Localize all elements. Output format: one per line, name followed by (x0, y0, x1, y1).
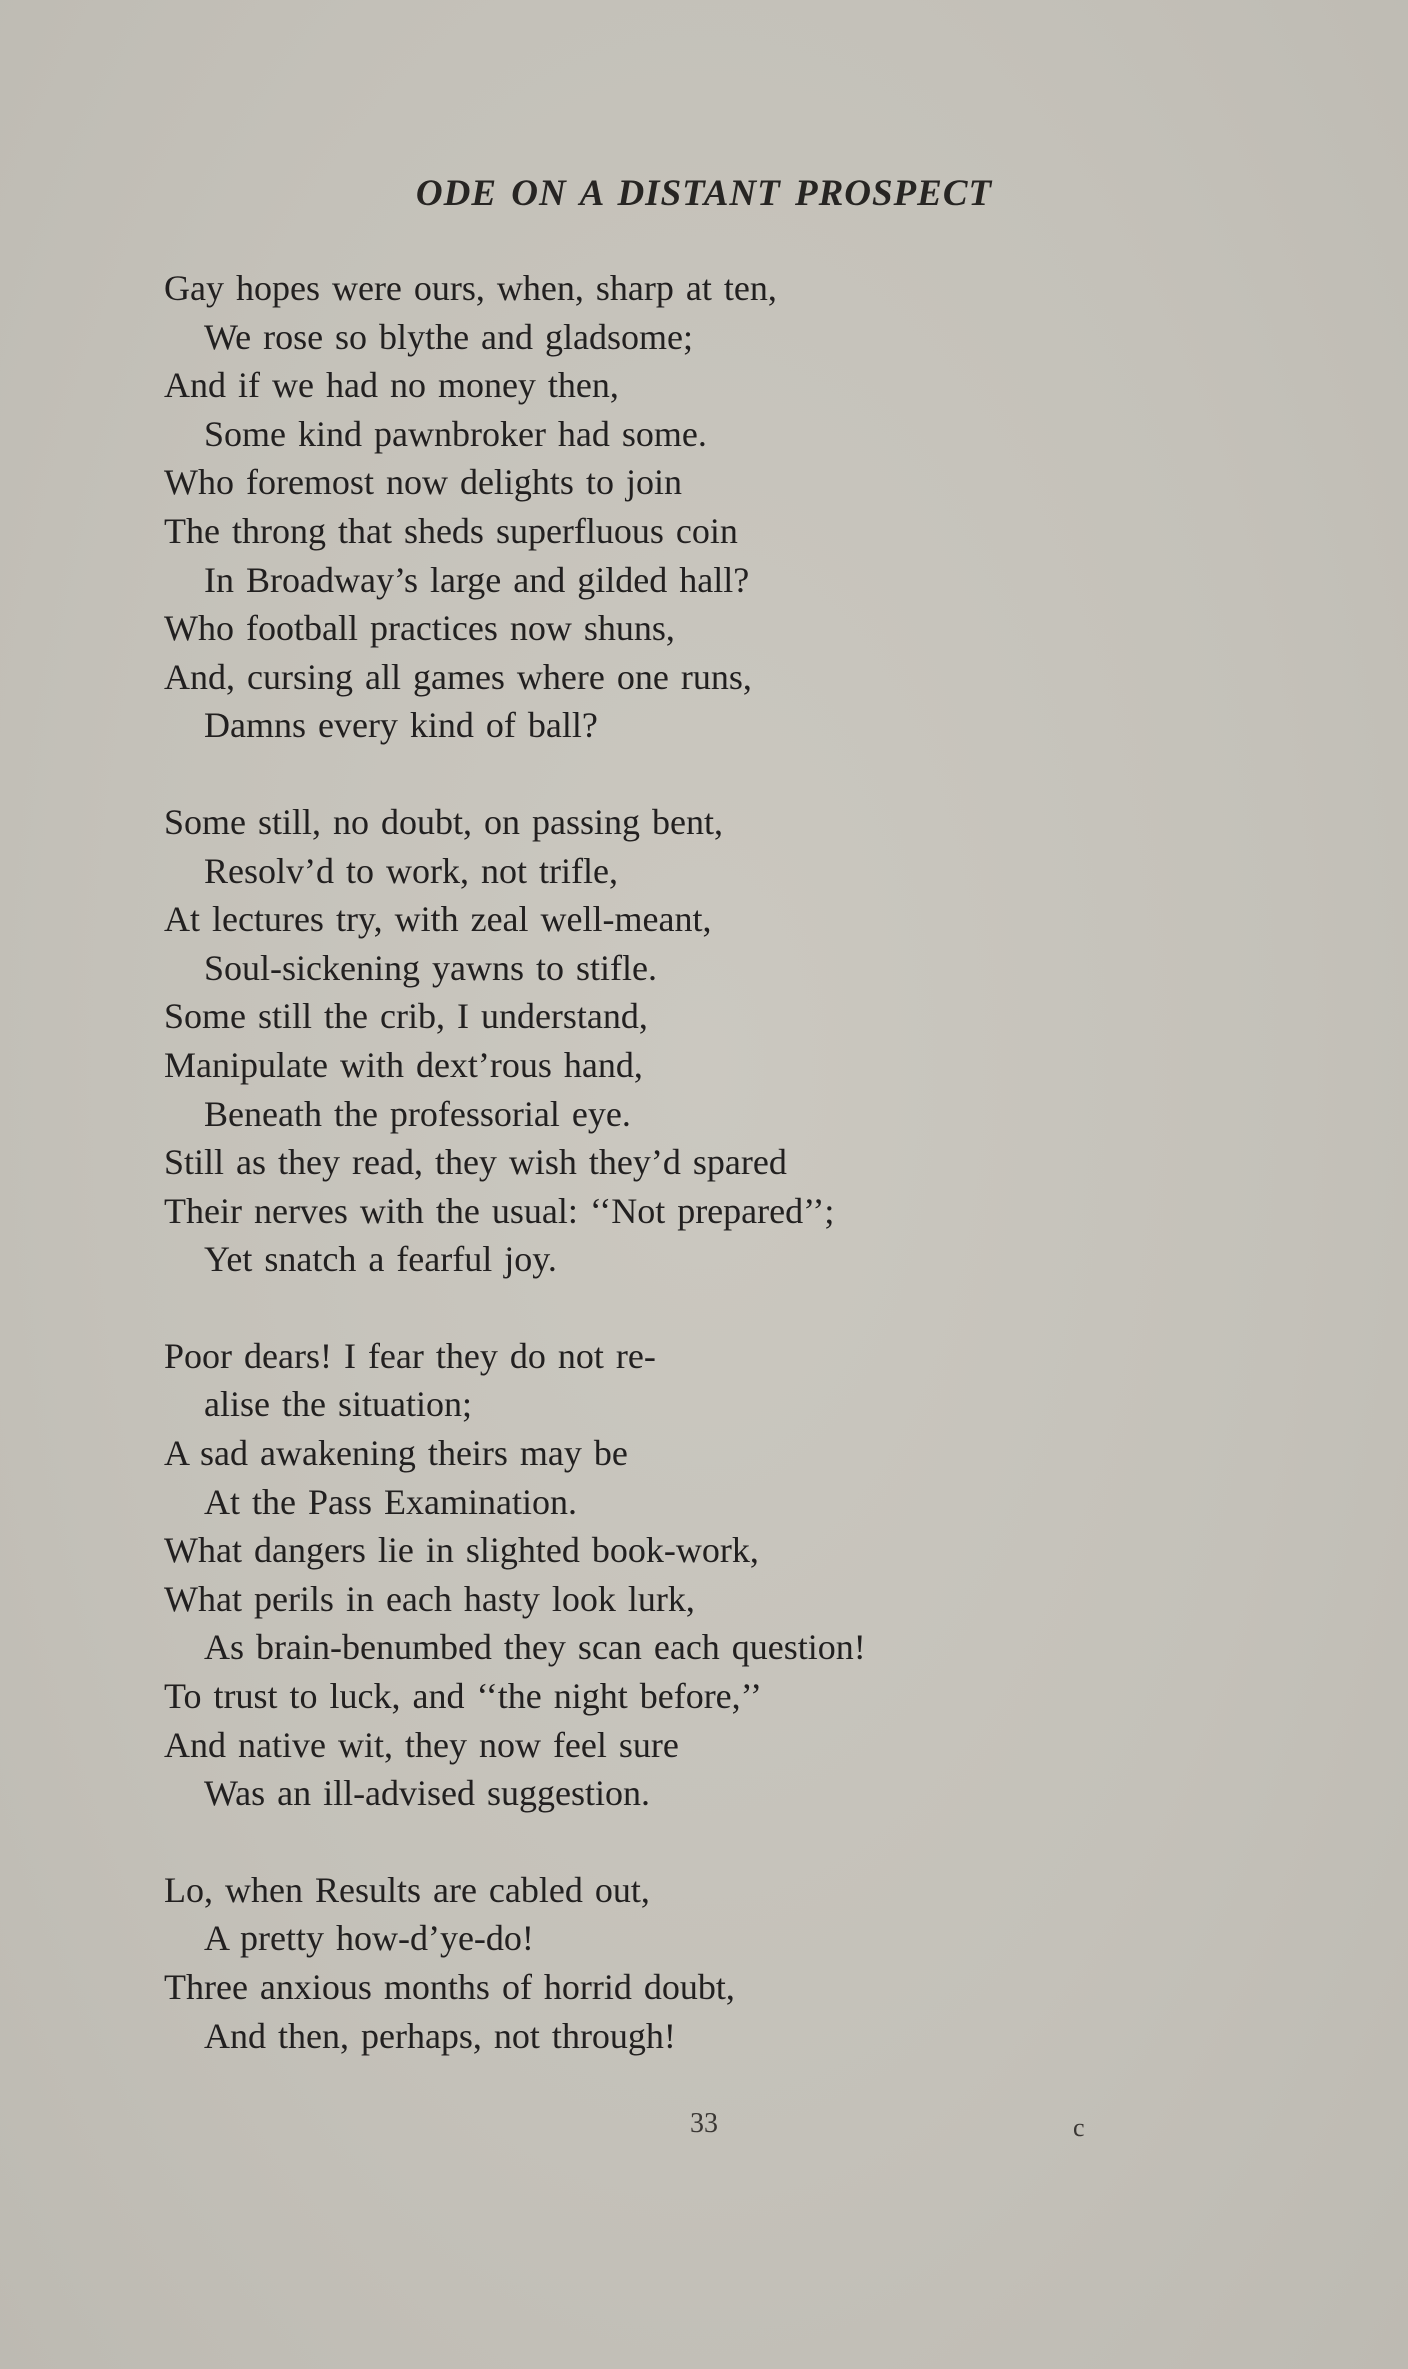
poem-line: And native wit, they now feel sure (164, 1724, 679, 1765)
poem-line: Soul-sickening yawns to stifle. (204, 947, 657, 988)
poem-line: A pretty how-d’ye-do! (204, 1918, 534, 1959)
poem-line: Manipulate with dext’rous hand, (164, 1044, 643, 1085)
signature-mark: c (1073, 2113, 1085, 2142)
poem-line: As brain-benumbed they scan each question! (204, 1627, 866, 1668)
stanza-1 (164, 264, 1264, 750)
poem-line: Damns every kind of ball? (204, 705, 598, 746)
poem-line: The throng that sheds superfluous coin (164, 510, 738, 551)
poem-line: To trust to luck, and ‘‘the night before,’’ (164, 1676, 762, 1717)
poem-line: Gay hopes were ours, when, sharp at ten, (164, 268, 777, 308)
poem-line: Beneath the professorial eye. (204, 1093, 631, 1134)
poem-line: What dangers lie in slighted book-work, (164, 1530, 759, 1571)
poem-line: Who foremost now delights to join (164, 462, 682, 503)
poem-line: And if we had no money then, (164, 365, 619, 406)
poem-line: Still as they read, they wish they’d spared (164, 1142, 787, 1183)
poem-line: At lectures try, with zeal well-meant, (164, 899, 712, 940)
poem-line: Some kind pawnbroker had some. (204, 413, 707, 454)
poem-line: At the Pass Examination. (204, 1481, 577, 1522)
poem-line: And then, perhaps, not through! (204, 2015, 676, 2056)
page-number: 33 (690, 2108, 718, 2139)
poem-body (164, 264, 1264, 2108)
poem-line: Lo, when Results are cabled out, (164, 1869, 650, 1910)
poem-title: ODE ON A DISTANT PROSPECT (415, 173, 993, 214)
poem-line: What perils in each hasty look lurk, (164, 1578, 695, 1619)
poem-line: Three anxious months of horrid doubt, (164, 1967, 735, 2007)
poem-line: Was an ill-advised suggestion. (204, 1773, 651, 1814)
poem-line: A sad awakening theirs may be (164, 1433, 628, 1474)
poem-line: Some still the crib, I understand, (164, 996, 648, 1037)
poem-line: And, cursing all games where one runs, (164, 656, 752, 697)
stanza-2 (164, 798, 1264, 1284)
poem-line: Resolv’d to work, not trifle, (204, 850, 618, 891)
poem-line: Some still, no doubt, on passing bent, (164, 801, 724, 842)
poem-line: Who football practices now shuns, (164, 608, 675, 649)
poem-line: Yet snatch a fearful joy. (204, 1239, 557, 1280)
poem-line: In Broadway’s large and gilded hall? (204, 559, 750, 600)
poem-line: alise the situation; (204, 1384, 472, 1425)
poem-line: We rose so blythe and gladsome; (204, 316, 693, 357)
stanza-3 (164, 1332, 1264, 1818)
stanza-4 (164, 1866, 1264, 2060)
poem-line: Their nerves with the usual: ‘‘Not prepared’’; (164, 1190, 835, 1231)
poem-line: Poor dears! I fear they do not re- (164, 1335, 656, 1376)
